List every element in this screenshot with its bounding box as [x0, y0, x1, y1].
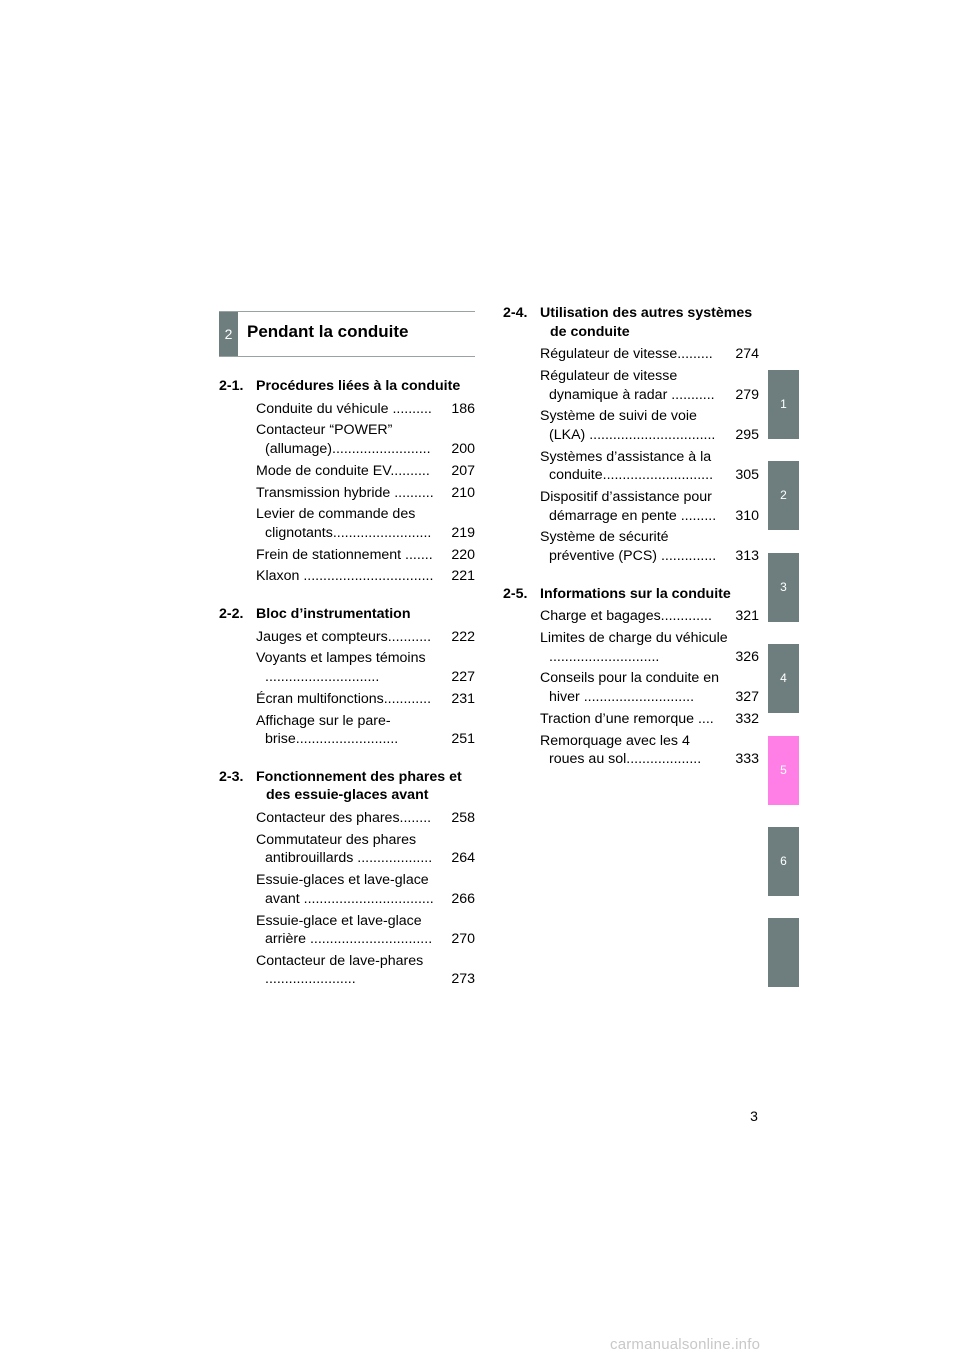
entry-page: 220: [451, 546, 475, 563]
section-number: 2-2.: [219, 606, 244, 623]
section-title: Utilisation des autres systèmes de conduite: [540, 305, 753, 340]
entry-page: 333: [735, 751, 759, 768]
entry-title: Régulateur de vitesse dynamique à radar ...........: [540, 367, 715, 403]
toc-entry[interactable]: [256, 462, 475, 481]
entry-title: Contacteur de lave-phares .......................: [256, 952, 424, 988]
toc-entry[interactable]: [540, 710, 759, 729]
toc-section: [219, 768, 475, 989]
chapter-tab-2[interactable]: 2: [768, 461, 799, 530]
entry-page: 221: [451, 568, 475, 585]
chapter-tab-4[interactable]: 4: [768, 644, 799, 713]
entry-title: Essuie-glace et lave-glace arrière ...............................: [256, 912, 433, 948]
toc-entry[interactable]: [540, 669, 759, 706]
toc-column-left: [219, 377, 475, 1008]
toc-entry[interactable]: [256, 912, 475, 949]
entry-title: Dispositif d’assistance pour démarrage en pente .........: [540, 489, 717, 524]
chapter-number: 2: [219, 312, 238, 356]
entry-title: Limites de charge du véhicule ............................: [540, 630, 728, 665]
entry-page: 273: [451, 971, 475, 988]
chapter-tab-1[interactable]: 1: [768, 370, 799, 439]
entry-page: 186: [451, 400, 475, 417]
toc-entry[interactable]: [256, 505, 475, 542]
toc-entry[interactable]: [540, 448, 759, 485]
toc-entry[interactable]: [256, 952, 475, 989]
entry-page: 231: [451, 690, 475, 707]
entry-page: 310: [735, 507, 759, 524]
section-number: 2-4.: [503, 305, 528, 321]
entry-page: 222: [451, 628, 475, 645]
chapter-tab-7[interactable]: [768, 918, 799, 987]
chapter-title: Pendant la conduite: [247, 322, 409, 341]
entry-title: Jauges et compteurs...........: [256, 628, 432, 645]
section-title: Bloc d’instrumentation: [256, 606, 411, 623]
section-number: 2-3.: [219, 768, 244, 785]
entry-page: 264: [451, 850, 475, 867]
toc-entry[interactable]: [256, 484, 475, 503]
toc-entry[interactable]: [256, 649, 475, 686]
entry-title: Frein de stationnement .......: [256, 546, 433, 563]
entry-title: Contacteur “POWER” (allumage).........................: [256, 422, 431, 457]
section-heading[interactable]: [219, 605, 475, 624]
section-number: 2-1.: [219, 378, 244, 394]
section-heading[interactable]: [503, 304, 759, 341]
toc-entry[interactable]: [256, 712, 475, 749]
chapter-tabs: [768, 0, 799, 1358]
toc-entry[interactable]: [256, 831, 475, 868]
toc-entry[interactable]: [540, 488, 759, 525]
entry-title: Traction d’une remorque ....: [540, 710, 714, 727]
entry-page: 258: [451, 809, 475, 826]
entry-title: Affichage sur le pare-brise..........................: [256, 712, 399, 748]
entry-title: Charge et bagages.............: [540, 608, 712, 625]
section-heading[interactable]: [503, 585, 759, 604]
toc-entry[interactable]: [256, 809, 475, 828]
toc-entry[interactable]: [256, 690, 475, 709]
entry-page: 251: [451, 731, 475, 748]
chapter-tab-5[interactable]: 5: [768, 736, 799, 805]
entry-page: 270: [451, 931, 475, 948]
toc-entry[interactable]: [540, 629, 759, 666]
toc-entry[interactable]: [540, 732, 759, 769]
section-heading[interactable]: [219, 377, 475, 396]
chapter-header: [219, 311, 475, 357]
page-number: 3: [750, 1108, 758, 1124]
toc-entry[interactable]: [540, 607, 759, 626]
toc-entry[interactable]: [256, 400, 475, 419]
entry-page: 207: [451, 462, 475, 479]
entry-title: Écran multifonctions............: [256, 690, 432, 707]
toc-section: [219, 377, 475, 586]
entry-title: Régulateur de vitesse.........: [540, 346, 713, 363]
entry-page: 305: [735, 467, 759, 484]
chapter-tab-3[interactable]: 3: [768, 553, 799, 622]
toc-entry[interactable]: [256, 567, 475, 586]
toc-entry[interactable]: [256, 628, 475, 647]
entry-page: 274: [735, 346, 759, 363]
entry-page: 219: [451, 524, 475, 541]
entry-page: 295: [735, 426, 759, 443]
section-number: 2-5.: [503, 585, 528, 602]
entry-page: 321: [735, 608, 759, 625]
entry-page: 279: [735, 386, 759, 403]
toc-section: [219, 605, 475, 749]
entry-title: Levier de commande des clignotants.........................: [256, 506, 432, 541]
entry-page: 326: [735, 648, 759, 665]
toc-section: [503, 585, 759, 769]
entry-title: Système de suivi de voie (LKA) ................................: [540, 408, 716, 443]
toc-column-right: [503, 304, 759, 788]
entry-page: 313: [735, 548, 759, 565]
entry-title: Conduite du véhicule ..........: [256, 400, 432, 417]
entry-title: Voyants et lampes témoins .............................: [256, 650, 426, 686]
toc-entry[interactable]: [540, 345, 759, 364]
toc-entry[interactable]: [540, 367, 759, 404]
entry-page: 327: [735, 689, 759, 705]
entry-title: Systèmes d’assistance à la conduite............................: [540, 448, 714, 484]
entry-title: Mode de conduite EV..........: [256, 462, 430, 479]
entry-title: Transmission hybride ..........: [256, 484, 434, 501]
entry-title: Essuie-glaces et lave-glace avant .................................: [256, 872, 434, 907]
entry-title: Commutateur des phares antibrouillards ...................: [256, 831, 433, 867]
toc-entry[interactable]: [256, 421, 475, 458]
entry-page: 200: [451, 440, 475, 457]
toc-section: [503, 304, 759, 566]
section-title: Fonctionnement des phares et des essuie-glaces avant: [256, 768, 462, 804]
entry-page: 332: [735, 710, 759, 727]
entry-title: Contacteur des phares........: [256, 809, 432, 826]
chapter-tab-6[interactable]: 6: [768, 827, 799, 896]
entry-title: Remorquage avec les 4 roues au sol...................: [540, 732, 702, 768]
entry-title: Conseils pour la conduite en hiver ............................: [540, 670, 720, 705]
section-title: Procédures liées à la conduite: [256, 378, 461, 394]
entry-page: 210: [451, 484, 475, 501]
entry-title: Système de sécurité préventive (PCS) ..............: [540, 529, 717, 565]
section-heading[interactable]: [219, 768, 475, 805]
watermark: carmanualsonline.info: [610, 1336, 761, 1353]
toc-entry[interactable]: [256, 871, 475, 908]
toc-entry[interactable]: [540, 528, 759, 565]
entry-page: 266: [451, 890, 475, 907]
entry-page: 227: [451, 669, 475, 686]
toc-entry[interactable]: [540, 407, 759, 444]
entry-title: Klaxon .................................: [256, 568, 434, 585]
toc-entry[interactable]: [256, 546, 475, 565]
section-title: Informations sur la conduite: [540, 585, 731, 602]
